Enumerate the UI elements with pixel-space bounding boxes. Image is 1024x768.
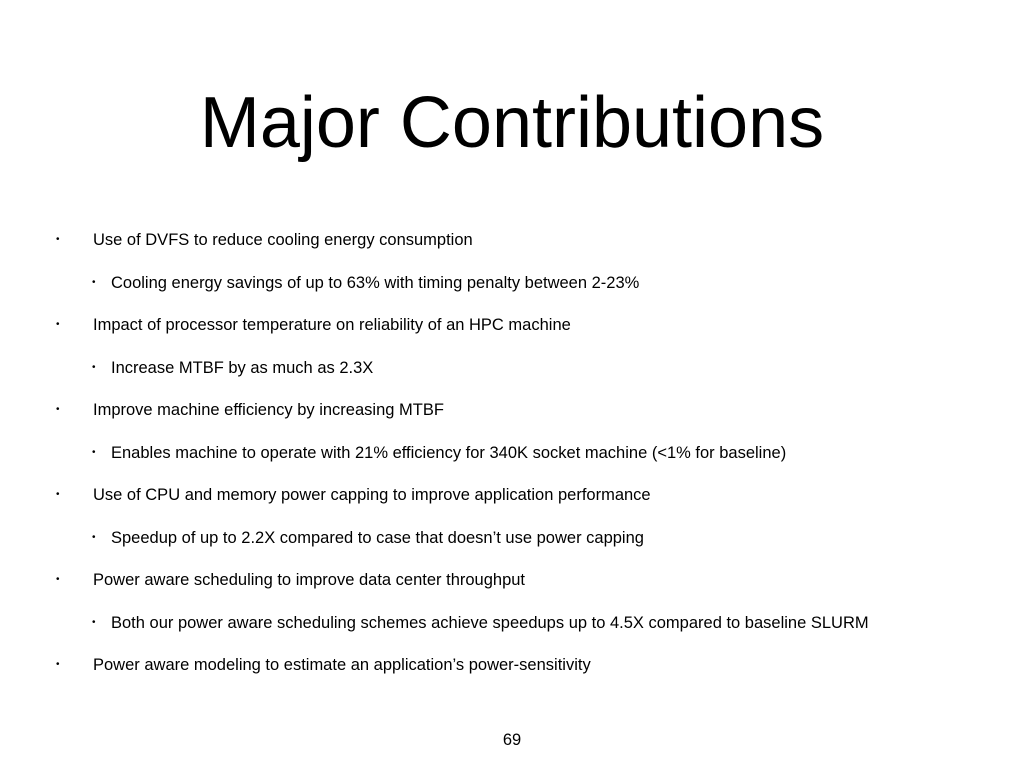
bullet-text: Improve machine efficiency by increasing MTBF (93, 401, 444, 419)
sub-bullet-item (0, 610, 1024, 636)
bullet-item (0, 482, 1024, 508)
sub-bullet-text: Speedup of up to 2.2X compared to case that doesn’t use power capping (111, 529, 644, 547)
bullet-icon: • (92, 362, 96, 373)
bullet-icon: • (92, 447, 96, 458)
bullet-item (0, 312, 1024, 338)
sub-bullet-item (0, 525, 1024, 551)
bullet-item (0, 652, 1024, 678)
bullet-icon: • (92, 532, 96, 543)
bullet-item (0, 227, 1024, 253)
bullet-icon: • (56, 234, 60, 245)
bullet-text: Power aware scheduling to improve data center throughput (93, 571, 526, 589)
sub-bullet-text: Enables machine to operate with 21% efficiency for 340K socket machine (<1% for baseline) (111, 444, 787, 462)
bullet-item (0, 397, 1024, 423)
bullet-text: Impact of processor temperature on reliability of an HPC machine (93, 316, 571, 334)
page-number: 69 (502, 731, 522, 749)
bullet-icon: • (56, 659, 60, 670)
bullet-text: Use of CPU and memory power capping to improve application performance (93, 486, 651, 504)
bullet-item (0, 567, 1024, 593)
bullet-icon: • (56, 319, 60, 330)
sub-bullet-text: Increase MTBF by as much as 2.3X (111, 359, 374, 377)
sub-bullet-item (0, 440, 1024, 466)
bullet-text: Use of DVFS to reduce cooling energy consumption (93, 231, 473, 249)
bullet-text: Power aware modeling to estimate an application’s power-sensitivity (93, 656, 591, 674)
bullet-icon: • (56, 574, 60, 585)
bullet-icon: • (92, 277, 96, 288)
bullet-icon: • (92, 617, 96, 628)
bullet-icon: • (56, 489, 60, 500)
sub-bullet-item (0, 355, 1024, 381)
bullet-icon: • (56, 404, 60, 415)
sub-bullet-item (0, 270, 1024, 296)
sub-bullet-text: Both our power aware scheduling schemes achieve speedups up to 4.5X compared to baseline SLURM (111, 614, 869, 632)
slide-title: Major Contributions (199, 83, 825, 163)
sub-bullet-text: Cooling energy savings of up to 63% with timing penalty between 2-23% (111, 274, 640, 292)
